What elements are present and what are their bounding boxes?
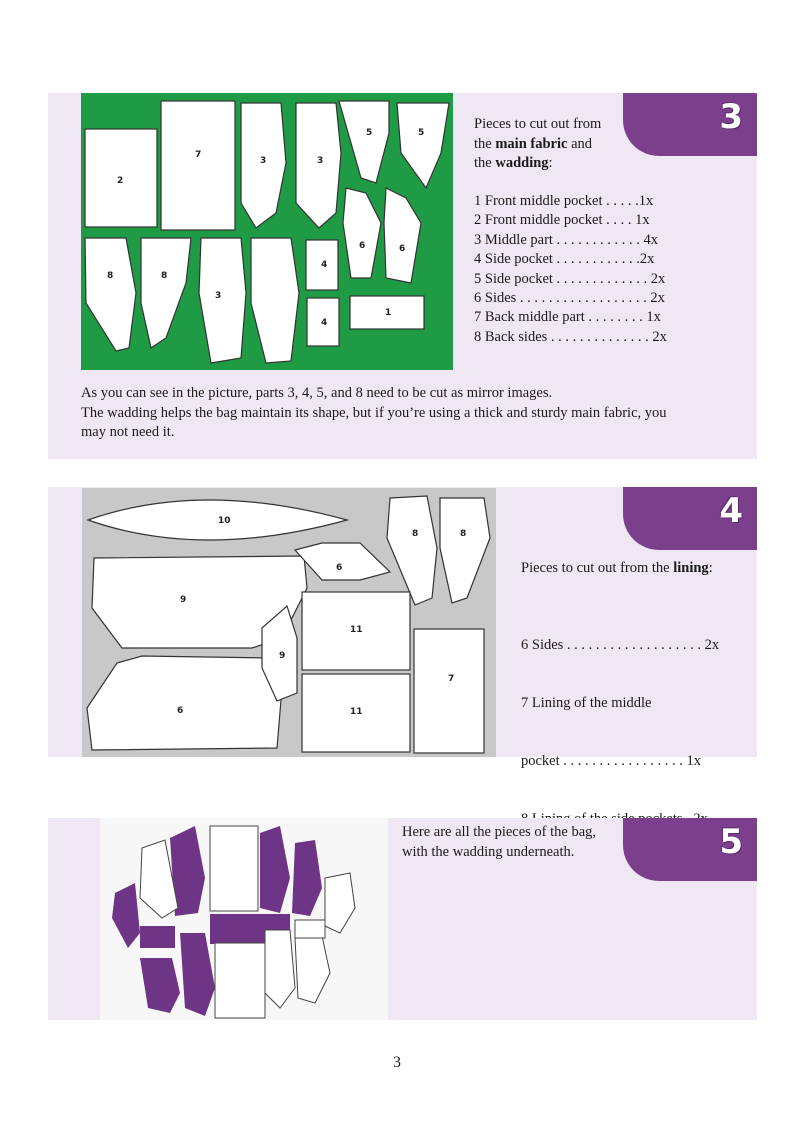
text-line-1: Here are all the pieces of the bag,	[402, 824, 597, 840]
list-item: 8 Back sides . . . . . . . . . . . . . . 2x	[474, 328, 667, 345]
svg-text:6: 6	[177, 706, 184, 716]
note-line-2: The wadding helps the bag maintain its shape, but if you’re using a thick and sturdy main fabric, you	[81, 404, 667, 421]
list-item: 3 Middle part . . . . . . . . . . . . 4x	[474, 231, 659, 248]
intro-line-2: the main fabric and	[474, 135, 592, 152]
svg-text:4: 4	[321, 318, 328, 328]
svg-text:2: 2	[117, 176, 124, 186]
svg-text:4: 4	[321, 260, 328, 270]
svg-text:7: 7	[195, 150, 202, 160]
step-badge-3: 3	[623, 93, 757, 156]
section-5-panel	[48, 818, 757, 1020]
note-line-1: As you can see in the picture, parts 3, 4, 5, and 8 need to be cut as mirror images.	[81, 385, 553, 401]
list-item: pocket . . . . . . . . . . . . . . . . . 1x	[521, 753, 702, 770]
main-fabric-pattern-photo	[81, 93, 453, 370]
list-item: 4 Side pocket . . . . . . . . . . . .2x	[474, 251, 655, 268]
svg-text:3: 3	[215, 291, 222, 301]
section-4-intro: Pieces to cut out from the lining:	[521, 560, 713, 576]
section-3-panel	[48, 93, 757, 459]
svg-text:11: 11	[350, 625, 363, 635]
list-item: 7 Lining of the middle	[521, 695, 652, 712]
all-pieces-photo	[100, 818, 388, 1020]
svg-text:9: 9	[180, 595, 187, 605]
svg-text:6: 6	[336, 563, 343, 573]
svg-text:7: 7	[448, 674, 455, 684]
svg-text:8: 8	[107, 271, 114, 281]
step-badge-5: 5	[623, 818, 757, 881]
intro-line-3: the wadding:	[474, 155, 553, 171]
list-item: 2 Front middle pocket . . . . 1x	[474, 212, 650, 229]
section-3-intro	[474, 115, 601, 174]
note-line-3: may not need it.	[81, 424, 175, 440]
svg-text:3: 3	[260, 156, 267, 166]
intro-line-1: Pieces to cut out from	[474, 116, 602, 132]
list-item: 7 Back middle part . . . . . . . . 1x	[474, 309, 661, 326]
svg-text:8: 8	[161, 271, 168, 281]
list-item: 5 Side pocket . . . . . . . . . . . . . 2x	[474, 270, 666, 287]
svg-text:6: 6	[359, 241, 366, 251]
svg-text:5: 5	[418, 128, 425, 138]
text-line-2: with the wadding underneath.	[402, 843, 575, 860]
section-4-panel	[48, 487, 757, 770]
svg-text:11: 11	[350, 707, 363, 717]
svg-text:10: 10	[218, 516, 231, 526]
list-item: 6 Sides . . . . . . . . . . . . . . . . . . 2x	[474, 290, 665, 307]
main-fabric-pieces-list	[474, 192, 667, 347]
step-badge-4: 4	[623, 487, 757, 550]
svg-text:8: 8	[412, 529, 419, 539]
svg-text:9: 9	[279, 651, 286, 661]
section-5-text	[402, 823, 596, 862]
section-3-note	[81, 384, 667, 443]
svg-text:1: 1	[385, 308, 392, 318]
list-item: 6 Sides . . . . . . . . . . . . . . . . . . . 2x	[521, 636, 720, 653]
svg-text:6: 6	[399, 244, 406, 254]
lining-pattern-photo	[82, 488, 496, 757]
svg-text:8: 8	[460, 529, 467, 539]
svg-text:5: 5	[366, 128, 373, 138]
page-number: 3	[393, 1054, 401, 1071]
list-item: 1 Front middle pocket . . . . .1x	[474, 193, 654, 209]
svg-text:3: 3	[317, 156, 324, 166]
